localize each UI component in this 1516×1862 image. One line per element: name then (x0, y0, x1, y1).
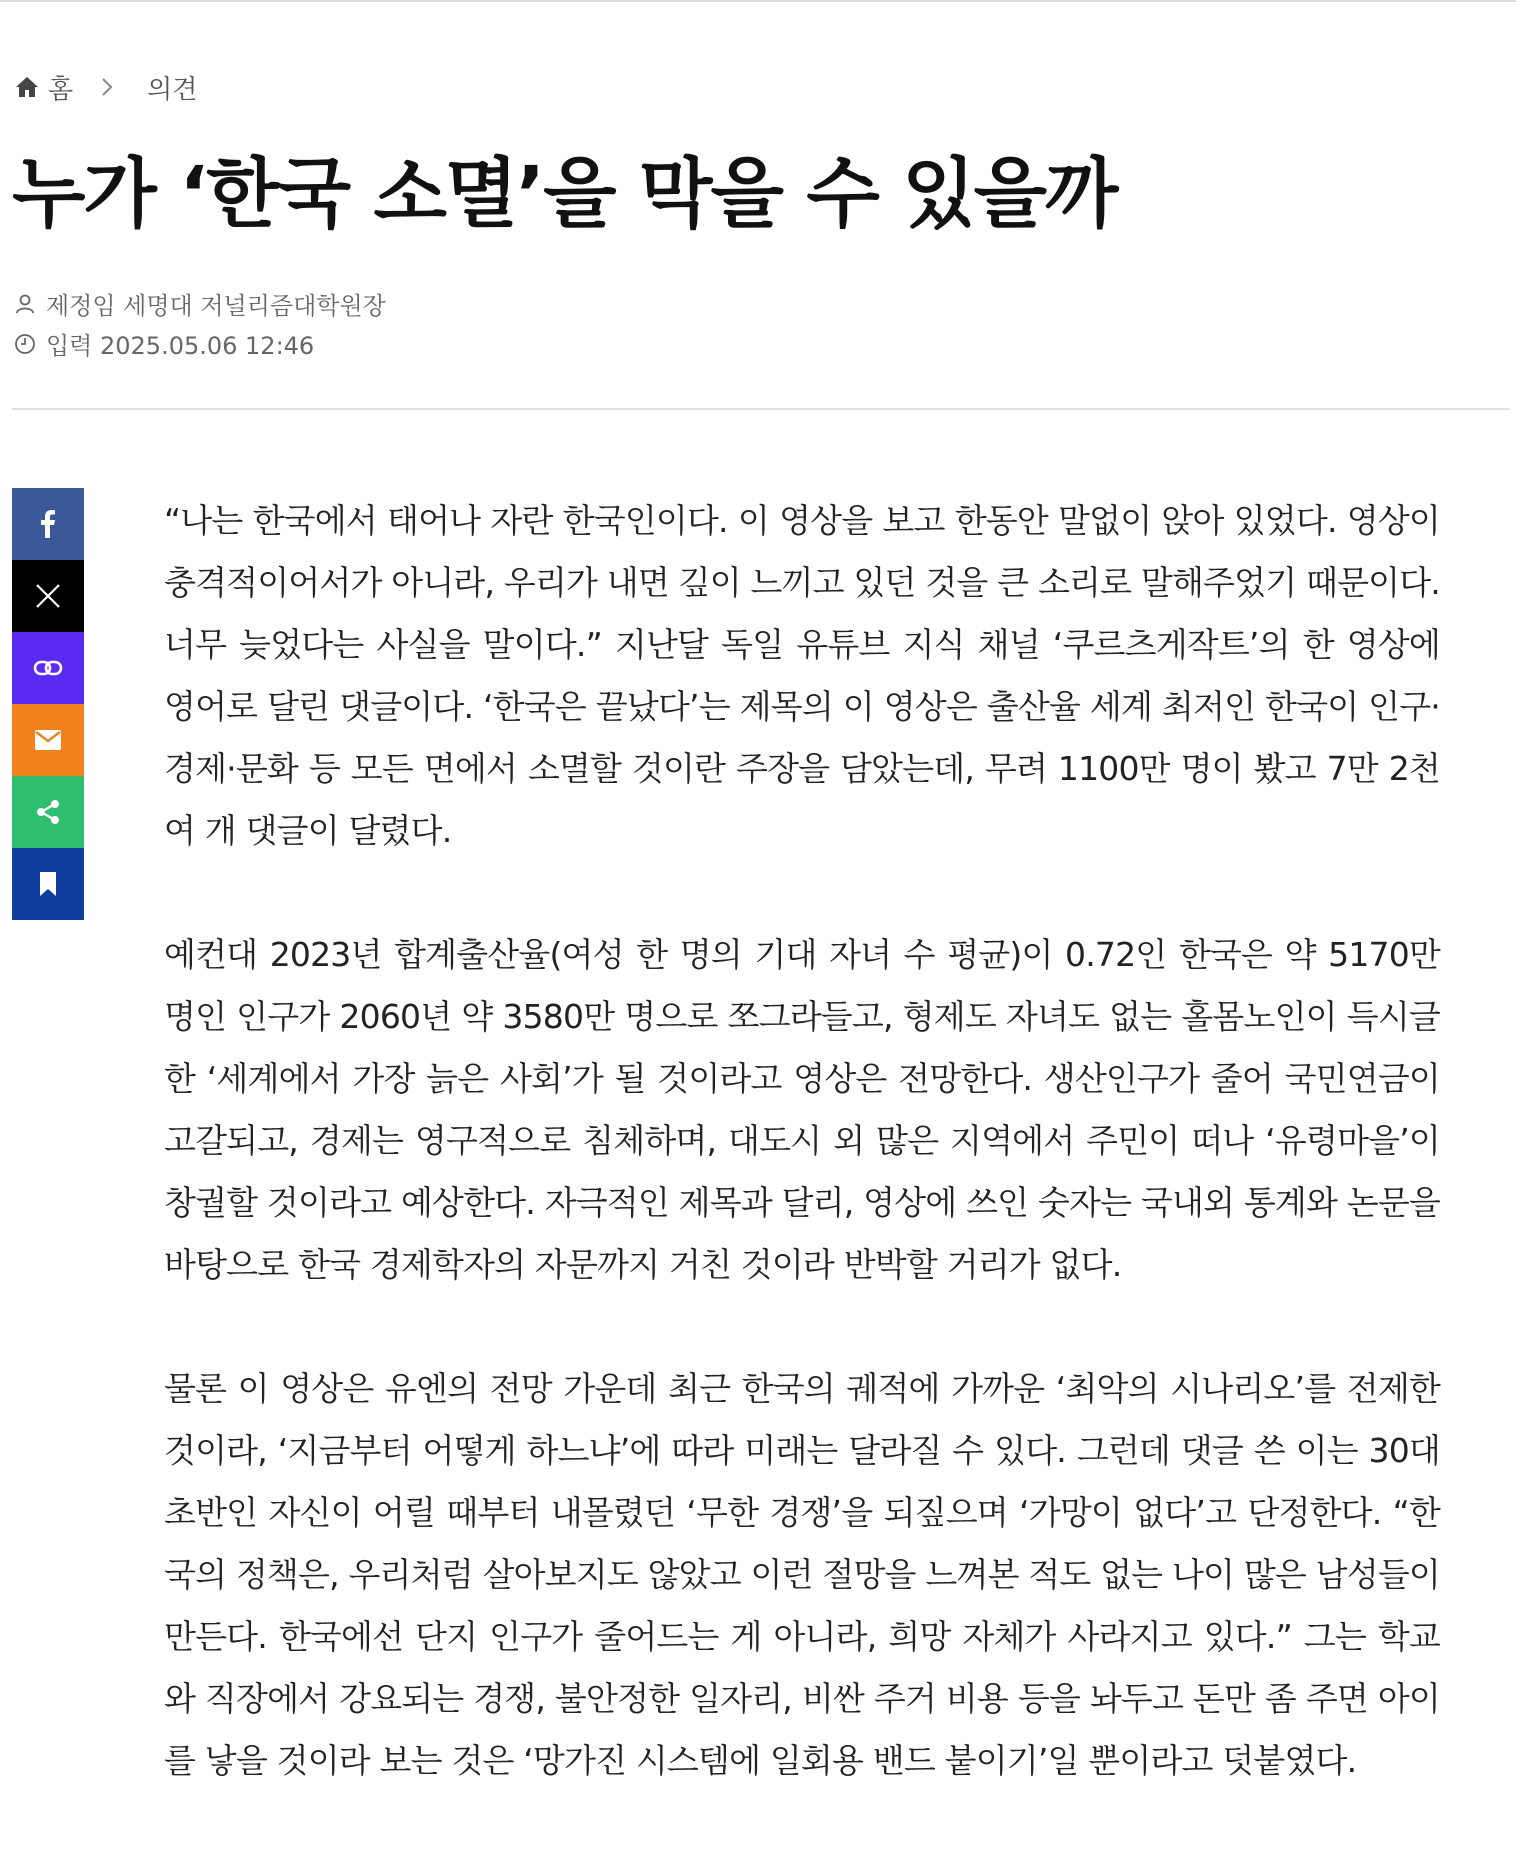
article-title: 누가 ‘한국 소멸’을 막을 수 있을까 (12, 149, 1117, 238)
x-icon (35, 583, 61, 609)
facebook-share-button[interactable] (12, 488, 84, 560)
clock-icon (14, 333, 36, 355)
header-divider (12, 408, 1510, 410)
breadcrumb-section-link[interactable]: 의견 (147, 74, 198, 105)
paragraph: “나는 한국에서 태어나 자란 한국인이다. 이 영상을 보고 한동안 말없이 앉아 있었다. 영상이 충격적이어서가 아니라, 우리가 내면 깊이 느끼고 있던 것을 큰 소리로 말해주었기 때문이다. 너무 늦었다는 사실을 말이다.” 지난달 독일 유튜브 지식 채널 ‘쿠르츠게작트’의 한 영상에 영어로 달린 댓글이다. ‘한국은 끝났다’는 제목의 이 영상은 출산율 세계 최저인 한국이 인구·경제·문화 등 모든 면에서 소멸할 것이란 주장을 담았는데, 무려 1100만 명이 봤고 7만 2천여 개 댓글이 달렸다. (164, 501, 1440, 850)
email-icon (34, 729, 62, 751)
copy-link-button[interactable] (12, 632, 84, 704)
bookmark-button[interactable] (12, 848, 84, 920)
article-body (164, 490, 1440, 1854)
author-line (14, 286, 386, 321)
date-line (14, 326, 314, 361)
share-icon (35, 799, 61, 825)
chevron-right-icon (101, 77, 113, 97)
facebook-icon (40, 510, 56, 538)
paragraph: 물론 이 영상은 유엔의 전망 가운데 최근 한국의 궤적에 가까운 ‘최악의 시나리오’를 전제한 것이라, ‘지금부터 어떻게 하느냐’에 따라 미래는 달라질 수 있다. 그런데 댓글 쓴 이는 30대 초반인 자신이 어릴 때부터 내몰렸던 ‘무한 경쟁’을 되짚으며 ‘가망이 없다’고 단정한다. “한국의 정책은, 우리처럼 살아보지도 않았고 이런 절망을 느껴본 적도 없는 나이 많은 남성들이 만든다. 한국에선 단지 인구가 줄어드는 게 아니라, 희망 자체가 사라지고 있다.” 그는 학교와 직장에서 강요되는 경쟁, 불안정한 일자리, 비싼 주거 비용 등을 놔두고 돈만 좀 주면 아이를 낳을 것이라 보는 것은 ‘망가진 시스템에 일회용 밴드 붙이기’일 뿐이라고 덧붙였다. (164, 1369, 1440, 1780)
share-button[interactable] (12, 776, 84, 848)
breadcrumb-home-link[interactable]: 홈 (48, 74, 74, 105)
person-icon (14, 293, 36, 315)
x-share-button[interactable] (12, 560, 84, 632)
share-bar (12, 488, 84, 920)
paragraph: 예컨대 2023년 합계출산율(여성 한 명의 기대 자녀 수 평균)이 0.72인 한국은 약 5170만 명인 인구가 2060년 약 3580만 명으로 쪼그라들고, 형제도 자녀도 없는 홀몸노인이 득시글한 ‘세계에서 가장 늙은 사회’가 될 것이라고 영상은 전망한다. 생산인구가 줄어 국민연금이 고갈되고, 경제는 영구적으로 침체하며, 대도시 외 많은 지역에서 주민이 떠나 ‘유령마을’이 창궐할 것이라고 예상한다. 자극적인 제목과 달리, 영상에 쓰인 숫자는 국내외 통계와 논문을 바탕으로 한국 경제학자의 자문까지 거친 것이라 반박할 거리가 없다. (164, 935, 1440, 1284)
breadcrumb (14, 70, 197, 104)
email-share-button[interactable] (12, 704, 84, 776)
link-icon (33, 659, 63, 677)
bookmark-icon (39, 871, 57, 897)
top-border (0, 0, 1516, 2)
publish-date: 입력 2025.05.06 12:46 (46, 332, 315, 360)
home-icon[interactable] (14, 75, 40, 99)
author-name: 제정임 세명대 저널리즘대학원장 (46, 292, 386, 320)
